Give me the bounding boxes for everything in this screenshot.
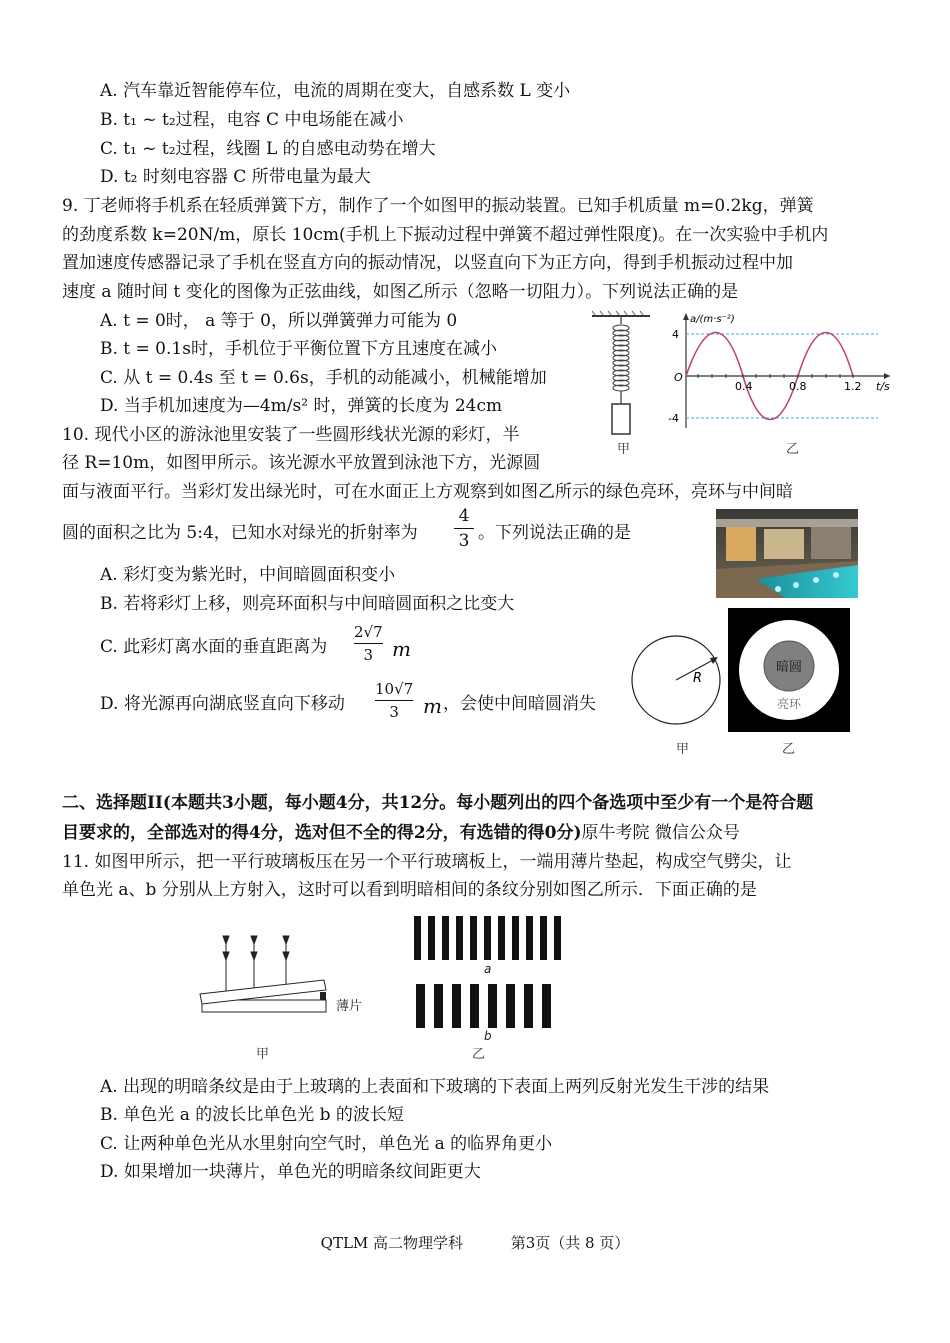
graph-xlabel: t/s xyxy=(876,380,890,393)
optd-numerator: 10√7 xyxy=(375,680,414,698)
dark-circle-label: 暗圆 xyxy=(775,660,803,675)
q11-stem-1: 11. 如图甲所示，把一平行玻璃板压在另一个平行玻璃板上，一端用薄片垫起，构成空气劈尖，让 xyxy=(62,852,792,872)
graph-ytick-4: 4 xyxy=(672,328,679,341)
q11-option-c: C. 让两种单色光从水里射向空气时，单色光 a 的临界角更小 xyxy=(100,1134,553,1154)
fraction-numerator: 4 xyxy=(458,506,470,526)
fraction-bar xyxy=(354,643,383,644)
optc-numerator: 2√7 xyxy=(354,623,383,641)
pool-photo xyxy=(716,509,858,598)
light-circle-diagram xyxy=(630,632,722,730)
bright-ring-label: 亮环 xyxy=(776,697,802,711)
q10-fig-jia-caption: 甲 xyxy=(676,742,690,757)
graph-xtick-04: 0.4 xyxy=(735,380,753,393)
q8-option-c: C. t₁ ~ t₂过程，线圈 L 的自感电动势在增大 xyxy=(100,139,436,159)
fringes-b xyxy=(416,984,551,1028)
graph-ylabel: a/(m·s⁻²) xyxy=(690,314,735,325)
section2-heading-2 xyxy=(62,822,740,844)
q10-option-c: C. 此彩灯离水面的垂直距离为 xyxy=(100,637,328,657)
q10-stem-3: 面与液面平行。当彩灯发出绿光时，可在水面正上方观察到如图乙所示的绿色亮环，亮环与中间暗 xyxy=(62,482,793,502)
q10-option-d: D. 将光源再向湖底竖直向下移动 xyxy=(100,694,345,714)
fringe-label-b: b xyxy=(484,1029,492,1043)
q10-option-b: B. 若将彩灯上移，则亮环面积与中间暗圆面积之比变大 xyxy=(100,594,515,614)
q10-optc-fraction xyxy=(354,623,383,664)
fraction-bar xyxy=(454,528,474,529)
fringe-label-a: a xyxy=(484,962,492,976)
q11-option-b: B. 单色光 a 的波长比单色光 b 的波长短 xyxy=(100,1105,404,1125)
graph-ytick-neg4: -4 xyxy=(668,412,679,425)
q9-stem-1: 9. 丁老师将手机系在轻质弹簧下方，制作了一个如图甲的振动装置。已知手机质量 m=0.2kg，弹簧 xyxy=(62,196,814,216)
q10-optd-fraction xyxy=(375,680,413,721)
q10-stem-5: 。下列说法正确的是 xyxy=(478,523,631,543)
q8-option-b: B. t₁ ~ t₂过程，电容 C 中电场能在减小 xyxy=(100,110,404,130)
q11-option-a: A. 出现的明暗条纹是由于上玻璃的上表面和下玻璃的下表面上两列反射光发生干涉的结果 xyxy=(100,1077,770,1097)
fraction-denominator: 3 xyxy=(458,531,470,551)
q8-option-a: A. 汽车靠近智能停车位，电流的周期在变大，自感系数 L 变小 xyxy=(100,81,571,101)
q9-stem-3: 置加速度传感器记录了手机在竖直方向的振动情况，以竖直向下为正方向，得到手机振动过程中加 xyxy=(62,253,793,273)
q9-fig-jia-caption: 甲 xyxy=(617,442,631,457)
optd-tail: ，会使中间暗圆消失 xyxy=(443,694,596,714)
graph-xtick-12: 1.2 xyxy=(844,380,862,393)
acceleration-graph xyxy=(668,308,898,438)
page-footer: QTLM 高二物理学科 第3页（共 8 页） xyxy=(320,1234,630,1252)
q9-option-a: A. t = 0时， a 等于 0，所以弹簧弹力可能为 0 xyxy=(100,311,458,331)
q10-stem-4: 圆的面积之比为 5:4，已知水对绿光的折射率为 xyxy=(62,523,418,543)
q11-fig-jia-caption: 甲 xyxy=(256,1047,270,1062)
q10-fig-yi-caption: 乙 xyxy=(782,742,796,757)
q10-stem-2: 径 R=10m，如图甲所示。该光源水平放置到泳池下方，光源圆 xyxy=(62,453,541,473)
q9-option-b: B. t = 0.1s时，手机位于平衡位置下方且速度在减小 xyxy=(100,339,497,359)
fringes-a xyxy=(414,916,561,960)
q9-stem-4: 速度 a 随时间 t 变化的图像为正弦曲线，如图乙所示（忽略一切阻力）。下列说法正确的是 xyxy=(62,282,739,302)
refractive-index-fraction xyxy=(452,506,476,551)
q9-option-d: D. 当手机加速度为—4m/s² 时，弹簧的长度为 24cm xyxy=(100,396,503,416)
section2-tail: 原牛考院 微信公众号 xyxy=(581,823,740,843)
section2-heading-1: 二、选择题II(本题共3小题，每小题4分，共12分。每小题列出的四个备选项中至少有一个是符合题 xyxy=(62,793,814,813)
optc-unit: m xyxy=(392,637,411,661)
q11-option-d: D. 如果增加一块薄片，单色光的明暗条纹间距更大 xyxy=(100,1162,481,1182)
q11-fig-yi-caption: 乙 xyxy=(472,1047,486,1062)
bright-ring-diagram xyxy=(728,608,850,732)
q10-stem-1: 10. 现代小区的游泳池里安装了一些圆形线状光源的彩灯，半 xyxy=(62,425,520,445)
q9-stem-2: 的劲度系数 k=20N/m，原长 10cm(手机上下振动过程中弹簧不超过弹性限度)。在一次实验中手机内 xyxy=(62,225,829,245)
radius-label: R xyxy=(693,671,703,686)
air-wedge-diagram xyxy=(196,930,376,1020)
graph-origin: O xyxy=(674,371,683,384)
q11-stem-2: 单色光 a、b 分别从上方射入，这时可以看到明暗相间的条纹分别如图乙所示．下面正确的是 xyxy=(62,880,757,900)
q9-option-c: C. 从 t = 0.4s 至 t = 0.6s，手机的动能减小，机械能增加 xyxy=(100,368,547,388)
film-label: 薄片 xyxy=(336,999,363,1014)
graph-xtick-08: 0.8 xyxy=(789,380,807,393)
fringes-diagram xyxy=(412,916,572,1046)
q10-option-a: A. 彩灯变为紫光时，中间暗圆面积变小 xyxy=(100,565,396,585)
q8-option-d: D. t₂ 时刻电容器 C 所带电量为最大 xyxy=(100,167,371,187)
optd-denominator: 3 xyxy=(389,703,399,721)
optd-unit: m xyxy=(423,694,442,718)
fraction-bar xyxy=(375,700,413,701)
q9-fig-yi-caption: 乙 xyxy=(786,442,800,457)
section2-heading-2-text: 目要求的，全部选对的得4分，选对但不全的得2分，有选错的得0分) xyxy=(62,823,582,843)
optc-denominator: 3 xyxy=(363,646,374,664)
